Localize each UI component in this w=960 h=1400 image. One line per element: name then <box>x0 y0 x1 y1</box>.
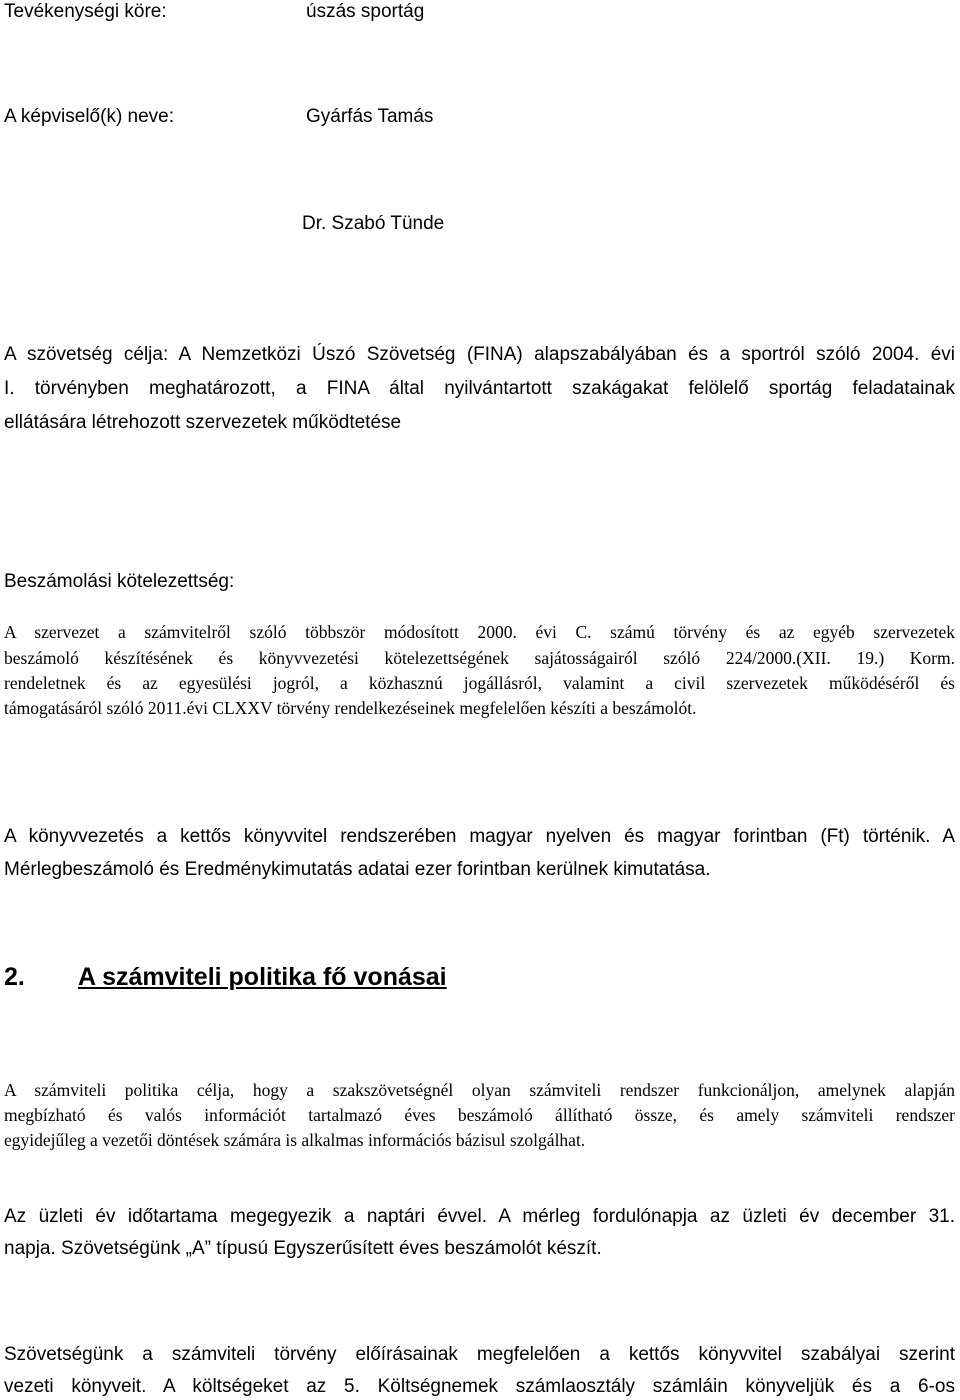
section-title: A számviteli politika fő vonásai <box>78 963 447 991</box>
purpose-line-3: ellátására létrehozott szervezetek működtetése <box>4 412 402 433</box>
policy-line-2: megbízható és valós információt tartalmazó éves beszámoló állítható össze, és amely számviteli rendszer <box>4 1105 955 1125</box>
purpose-line-1: A szövetség célja: A Nemzetközi Úszó Szövetség (FINA) alapszabályában és a sportról szóló 2004. évi <box>4 344 955 365</box>
reporting-line-2: beszámoló készítésének és könyvvezetési kötelezettségének sajátosságairól szóló 224/2000.(XII. 19.) Korm. <box>4 648 955 668</box>
representative-label: A képviselő(k) neve: <box>4 106 175 127</box>
section-number: 2. <box>4 963 25 991</box>
business-year-line-1: Az üzleti év időtartama megegyezik a naptári évvel. A mérleg fordulónapja az üzleti év december 31. <box>4 1206 955 1227</box>
policy-line-3: egyidejűleg a vezetői döntések számára is alkalmas információs bázisul szolgálhat. <box>4 1130 586 1150</box>
activity-label: Tevékenységi köre: <box>4 1 167 22</box>
reporting-line-1: A szervezet a számvitelről szóló többször módosított 2000. évi C. számú törvény és az egyéb szervezetek <box>4 622 955 642</box>
representative-name-2: Dr. Szabó Tünde <box>302 213 445 234</box>
business-year-line-2: napja. Szövetségünk „A” típusú Egyszerűsített éves beszámolót készít. <box>4 1238 602 1259</box>
purpose-line-2: I. törvényben meghatározott, a FINA által nyilvántartott szakágakat felölelő sportág feladatainak <box>4 378 955 399</box>
bookkeeping-line-2: Mérlegbeszámoló és Eredménykimutatás adatai ezer forintban kerülnek kimutatása. <box>4 859 711 880</box>
accounts-line-2: vezeti könyveit. A költségeket az 5. Költségnemek számlaosztály számláin könyveljük és a 6-os <box>4 1376 955 1397</box>
reporting-line-4: támogatásáról szóló 2011.évi CLXXV törvény rendelkezéseinek megfelelően készíti a beszámolót. <box>4 698 697 718</box>
representative-name-1: Gyárfás Tamás <box>306 106 434 127</box>
reporting-line-3: rendeletnek és az egyesülési jogról, a közhasznú jogállásról, valamint a civil szervezetek működéséről és <box>4 673 955 693</box>
reporting-heading: Beszámolási kötelezettség: <box>4 571 235 592</box>
policy-line-1: A számviteli politika célja, hogy a szakszövetségnél olyan számviteli rendszer funkcionáljon, amelynek alapján <box>4 1080 955 1100</box>
activity-value: úszás sportág <box>306 1 425 22</box>
bookkeeping-line-1: A könyvvezetés a kettős könyvvitel rendszerében magyar nyelven és magyar forintban (Ft) történik. A <box>4 826 955 847</box>
accounts-line-1: Szövetségünk a számviteli törvény előírásainak megfelelően a kettős könyvvitel szabályai szerint <box>4 1344 955 1365</box>
